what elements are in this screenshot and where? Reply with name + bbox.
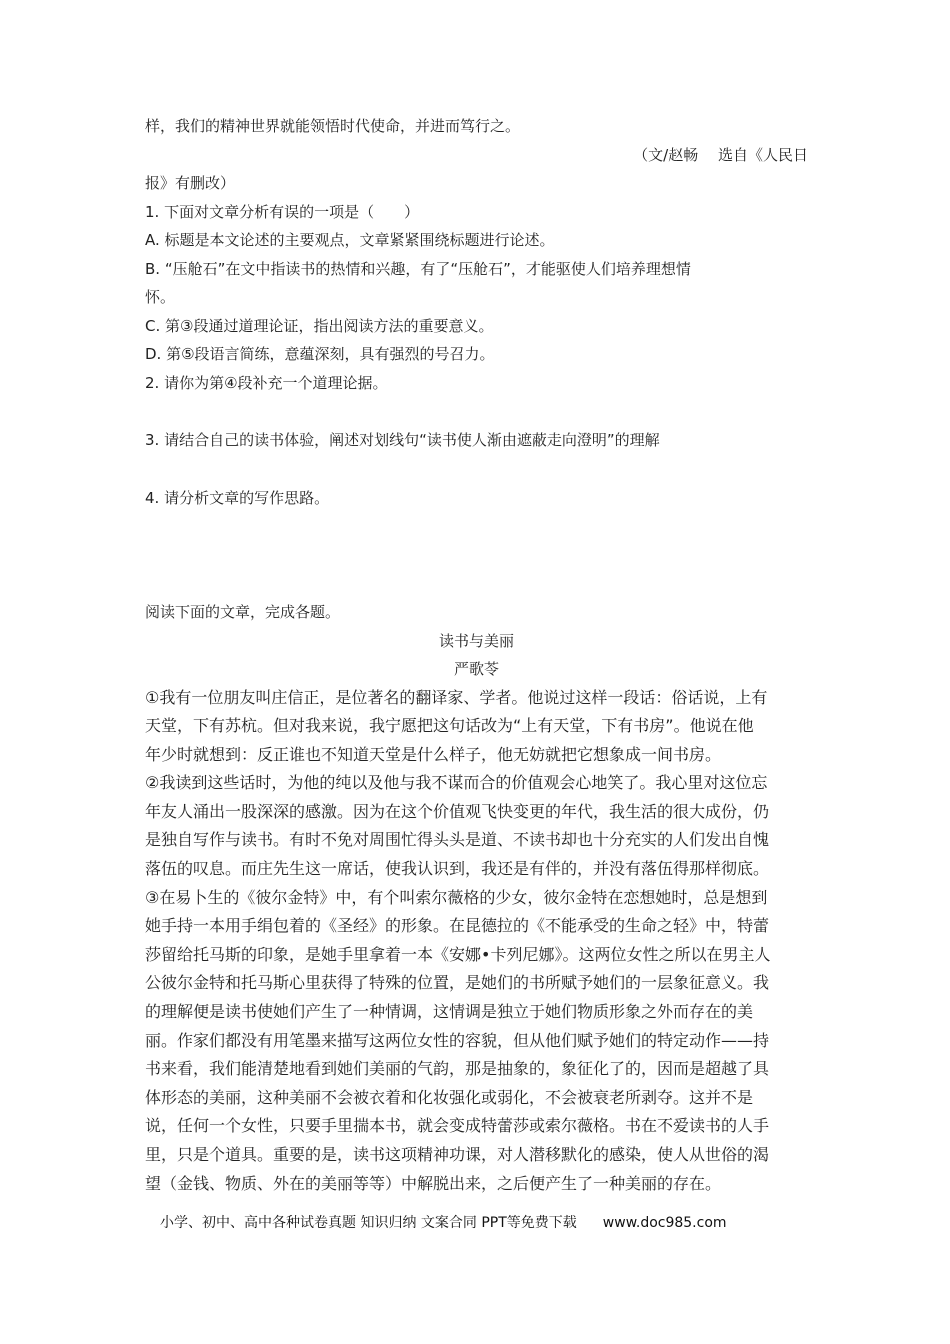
- article-line: 说，任何一个女性，只要手里揣本书，就会变成特蕾莎或索尔薇格。书在不爱读书的人手: [145, 1116, 770, 1136]
- option-d: D. 第⑤段语言简练，意蕴深刻，具有强烈的号召力。: [145, 345, 495, 363]
- source-citation-cont: 报》有删改）: [145, 174, 236, 192]
- footer-site-link[interactable]: www.doc985.com: [602, 1215, 727, 1231]
- footer-text: 小学、初中、高中各种试卷真题 知识归纳 文案合同 PPT等免费下载: [160, 1215, 577, 1231]
- article-author: 严歌苓: [453, 660, 499, 678]
- option-c: C. 第③段通过道理论证，指出阅读方法的重要意义。: [145, 316, 494, 335]
- article-line: 年少时就想到：反正谁也不知道天堂是什么样子，他无妨就把它想象成一间书房。: [145, 744, 722, 764]
- article-line: 落伍的叹息。而庄先生这一席话，使我认识到，我还是有伴的，并没有落伍得那样彻底。: [145, 859, 770, 879]
- text-line: 样，我们的精神世界就能领悟时代使命，并进而笃行之。: [145, 117, 521, 135]
- article-line: 的理解便是读书使她们产生了一种情调，这情调是独立于她们物质形象之外而存在的美: [145, 1002, 754, 1022]
- article-line: ①我有一位朋友叫庄信正，是位著名的翻译家、学者。他说过这样一段话：俗话说，上有: [145, 687, 768, 707]
- article-line: 年友人涌出一股深深的感激。因为在这个价值观飞快变更的年代，我生活的很大成份，仍: [145, 801, 770, 821]
- question-2: 2. 请你为第④段补充一个道理论据。: [145, 373, 388, 392]
- source-citation: （文/赵畅 选自《人民日: [633, 145, 808, 164]
- article-body: [145, 684, 808, 1199]
- document-page: [145, 112, 808, 1198]
- reading-intro: 阅读下面的文章，完成各题。: [145, 603, 341, 621]
- article-title: 读书与美丽: [438, 631, 514, 650]
- article-line: 她手持一本用手绢包着的《圣经》的形象。在昆德拉的《不能承受的生命之轻》中，特蕾: [145, 916, 770, 936]
- article-line: 莎留给托马斯的印象，是她手里拿着一本《安娜•卡列尼娜》。这两位女性之所以在男主人: [145, 944, 771, 964]
- article-line: 体形态的美丽，这种美丽不会被衣着和化妆强化或弱化，不会被衰老所剥夺。这并不是: [145, 1087, 754, 1107]
- article-line: ③在易卜生的《彼尔金特》中，有个叫索尔薇格的少女，彼尔金特在恋想她时，总是想到: [145, 887, 768, 907]
- option-a: A. 标题是本文论述的主要观点，文章紧紧围绕标题进行论述。: [145, 231, 555, 249]
- article-line: 里，只是个道具。重要的是，读书这项精神功课，对人潜移默化的感染，使人从世俗的渴: [145, 1145, 770, 1164]
- question-4: 4. 请分析文章的写作思路。: [145, 488, 330, 507]
- article-line: 是独自写作与读书。有时不免对周围忙得头头是道、不读书却也十分充实的人们发出自愧: [145, 830, 770, 850]
- article-line: 丽。作家们都没有用笔墨来描写这两位女性的容貌，但从他们赋予她们的特定动作——持: [145, 1030, 770, 1050]
- article-line: 书来看，我们能清楚地看到她们美丽的气韵，那是抽象的，象征化了的，因而是超越了具: [145, 1059, 770, 1079]
- option-b: B. “压舱石”在文中指读书的热情和兴趣，有了“压舱石”，才能驱使人们培养理想情: [145, 259, 691, 278]
- question-1: 1. 下面对文章分析有误的一项是（ ）: [145, 202, 420, 221]
- article-line: 公彼尔金特和托马斯心里获得了特殊的位置，是她们的书所赋予她们的一层象征意义。我: [145, 973, 770, 993]
- article-line: 天堂，下有苏杭。但对我来说，我宁愿把这句话改为“上有天堂，下有书房”。他说在他: [145, 716, 754, 736]
- article-line: ②我读到这些话时，为他的纯以及他与我不谋而合的价值观会心地笑了。我心里对这位忘: [145, 773, 768, 793]
- article-line: 望（金钱、物质、外在的美丽等等）中解脱出来，之后便产生了一种美丽的存在。: [145, 1173, 722, 1193]
- option-b-cont: 怀。: [145, 288, 176, 306]
- footer-banner: [160, 1212, 800, 1232]
- question-3: 3. 请结合自己的读书体验，阐述对划线句“读书使人渐由遮蔽走向澄明”的理解: [145, 431, 660, 449]
